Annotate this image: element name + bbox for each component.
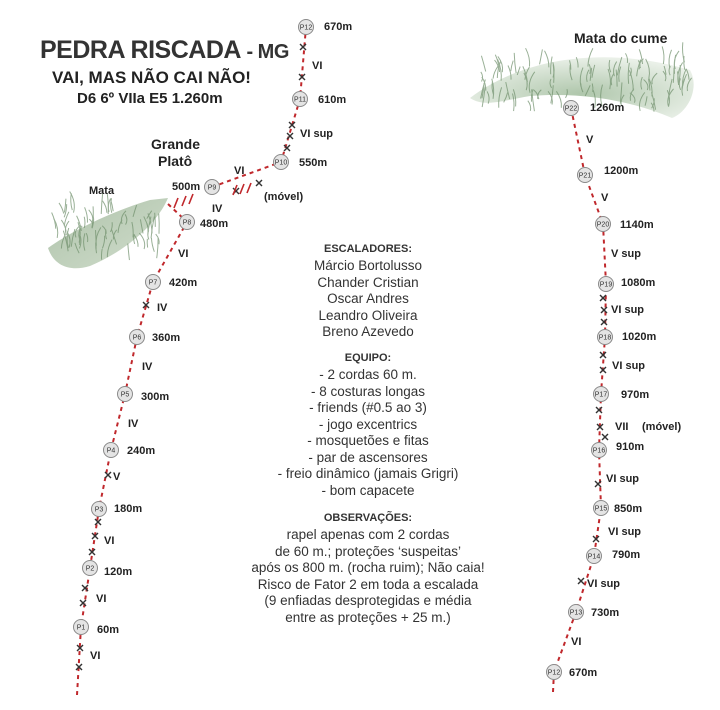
grass-blade <box>481 72 483 82</box>
grass-blade <box>662 46 664 64</box>
right-anchor-id: P18 <box>598 334 612 342</box>
left-anchor-id: P9 <box>207 184 217 192</box>
right-anchor-id: P19 <box>599 281 613 289</box>
left-pitch-altitude: 240m <box>127 445 156 457</box>
right-anchor-id: P13 <box>569 609 583 617</box>
grass-blade <box>59 203 64 214</box>
left-vegetation-label: Mata <box>89 185 115 197</box>
gear-item: - par de ascensores <box>308 449 428 465</box>
right-pitch-altitude: 970m <box>621 389 650 401</box>
grass-blade <box>151 238 154 252</box>
right-pitch-altitude: 850m <box>614 503 643 515</box>
right-pitch-grade: VI sup <box>608 526 642 538</box>
note-line: rapel apenas com 2 cordas <box>286 527 450 542</box>
left-pitch-grade: VI <box>96 593 107 605</box>
right-pitch-altitude: 730m <box>591 607 620 619</box>
left-anchor-id: P2 <box>85 565 95 573</box>
gear-section <box>248 352 488 499</box>
route-title-main: PEDRA RISCADA <box>40 36 240 64</box>
left-anchor-id: P6 <box>132 334 142 342</box>
grass-blade <box>514 53 516 73</box>
grass-blade <box>103 201 107 213</box>
left-pitch-grade: V <box>113 471 121 483</box>
left-pitch-altitude: 420m <box>169 277 198 289</box>
note-line: de 60 m.; proteções ‘suspeitas’ <box>274 543 462 559</box>
plateau-label-line1: Grande <box>151 136 201 152</box>
grass-blade <box>526 48 530 66</box>
grass-blade <box>684 56 685 70</box>
left-pitch-grade: IV <box>212 203 223 215</box>
left-pitch-altitude: 300m <box>141 391 170 403</box>
ledge-hatch <box>240 184 244 194</box>
left-pitch-altitude: 550m <box>299 157 328 169</box>
grass-blade <box>111 198 112 212</box>
left-pitch-altitude: 60m <box>97 624 120 636</box>
left-anchor-id: P1 <box>76 624 86 632</box>
ledge-hatch <box>247 183 251 193</box>
route-title <box>40 36 289 66</box>
left-pitch-altitude: 120m <box>104 566 133 578</box>
left-pitch-grade: VI <box>90 650 101 662</box>
climber-name: Chander Cristian <box>317 274 419 290</box>
left-anchor-id: P11 <box>294 96 306 104</box>
right-pitch-grade: VI <box>571 636 582 648</box>
grass-blade <box>148 230 149 239</box>
grass-blade <box>540 49 543 64</box>
left-pitch-grade: VI <box>178 248 189 260</box>
right-pitch-altitude: 1140m <box>620 219 654 231</box>
left-pitch-grade: VI sup <box>300 128 334 140</box>
gear-item: - bom capacete <box>321 482 415 498</box>
left-loose-rock-note: (móvel) <box>264 191 304 203</box>
left-pitch-grade: IV <box>128 418 139 430</box>
left-anchor-id: P4 <box>106 447 116 455</box>
note-line: (9 enfiadas desprotegidas e média <box>264 593 472 608</box>
grass-blade <box>511 61 513 71</box>
summit-forest-label: Mata do cume <box>574 30 668 46</box>
right-pitch-altitude: 1020m <box>622 331 657 343</box>
grass-blade <box>84 217 85 228</box>
grass-blade <box>159 214 160 234</box>
note-line: Risco de Fator 2 em toda a escalada <box>257 576 479 592</box>
left-route-lower-line <box>77 222 187 695</box>
right-pitch-altitude: 1260m <box>590 102 625 114</box>
left-anchor-id: P12 <box>299 24 313 32</box>
right-pitch-grade: V <box>586 134 594 146</box>
climber-name: Márcio Bortolusso <box>313 258 423 273</box>
right-pitch-grade: VI sup <box>611 304 645 316</box>
right-pitch-grade: VI sup <box>587 578 621 590</box>
right-loose-rock-note: (móvel) <box>642 421 682 433</box>
climber-name: Leandro Oliveira <box>318 307 418 323</box>
right-pitch-grade: V sup <box>611 248 641 260</box>
ledge-hatch <box>189 194 193 204</box>
right-anchor-id: P12 <box>547 669 561 677</box>
left-pitch-altitude: 360m <box>152 332 181 344</box>
plateau-label-line2: Platô <box>158 153 193 169</box>
gear-item: - friends (#0.5 ao 3) <box>309 400 427 415</box>
right-pitch-altitude: 1200m <box>604 165 639 177</box>
right-pitch-grade: V <box>601 192 609 204</box>
right-anchor-id: P16 <box>592 447 606 455</box>
left-pitch-grade: IV <box>142 361 153 373</box>
left-anchor-id: P5 <box>120 391 130 399</box>
right-pitch-altitude: 910m <box>616 441 645 453</box>
right-pitch-altitude: 1080m <box>621 277 656 289</box>
right-pitch-altitude: 670m <box>569 667 598 679</box>
route-title-state: - MG <box>246 41 289 63</box>
left-anchor-id: P3 <box>94 506 104 514</box>
gear-item: - 8 costuras longas <box>310 383 426 399</box>
left-pitch-altitude: 610m <box>318 94 347 106</box>
left-anchor-id: P10 <box>274 159 288 167</box>
left-anchor-id: P7 <box>148 279 158 287</box>
gear-item: - mosquetões e fitas <box>307 433 429 448</box>
right-anchor-id: P17 <box>594 391 608 399</box>
note-line: após os 800 m. (rocha ruim); Não caia! <box>251 560 485 575</box>
left-pitch-altitude: 480m <box>200 218 229 230</box>
gear-item: - jogo excentrics <box>318 416 418 432</box>
grass-blade <box>156 234 160 244</box>
grass-blade <box>128 243 130 260</box>
left-pitch-altitude: 670m <box>324 21 353 33</box>
left-pitch-altitude: 500m <box>172 181 201 193</box>
climbers-section <box>248 243 488 341</box>
left-pitch-grade: VI <box>312 60 323 72</box>
ledge-hatch <box>174 198 178 208</box>
right-anchor-id: P20 <box>596 221 610 229</box>
grass-blade <box>157 238 158 258</box>
left-pitch-grade: IV <box>157 302 168 314</box>
right-pitch-grade: VII <box>615 421 629 433</box>
notes-heading: OBSERVAÇÕES: <box>323 512 413 524</box>
grass-blade <box>139 233 144 249</box>
notes-section <box>248 512 488 626</box>
grass-blade <box>528 101 531 111</box>
route-subtitle: VAI, MAS NÃO CAI NÃO! <box>52 68 251 87</box>
right-pitch-grade: VI sup <box>612 360 646 372</box>
grass-blade <box>155 213 156 227</box>
gear-heading: EQUIPO: <box>344 352 392 364</box>
right-anchor-id: P15 <box>594 505 608 513</box>
climbers-heading: ESCALADORES: <box>323 243 412 255</box>
grass-blade <box>481 56 485 72</box>
ledge-hatch <box>182 196 186 206</box>
route-grade: D6 6º VIIa E5 1.260m <box>77 90 223 107</box>
left-pitch-grade: VI <box>104 535 115 547</box>
right-pitch-grade: VI sup <box>606 473 640 485</box>
right-anchor-id: P22 <box>564 105 578 113</box>
right-anchor-id: P21 <box>578 172 592 180</box>
left-anchor-id: P8 <box>182 219 192 227</box>
right-pitch-altitude: 790m <box>612 549 641 561</box>
climber-name: Breno Azevedo <box>322 324 414 339</box>
left-pitch-grade: VI <box>234 165 245 177</box>
gear-item: - freio dinâmico (jamais Grigri) <box>277 466 459 481</box>
left-pitch-altitude: 180m <box>114 503 143 515</box>
right-anchor-id: P14 <box>587 553 601 561</box>
gear-item: - 2 cordas 60 m. <box>319 367 417 382</box>
note-line: entre as proteções + 25 m.) <box>285 609 451 625</box>
climber-name: Oscar Andres <box>327 291 409 306</box>
